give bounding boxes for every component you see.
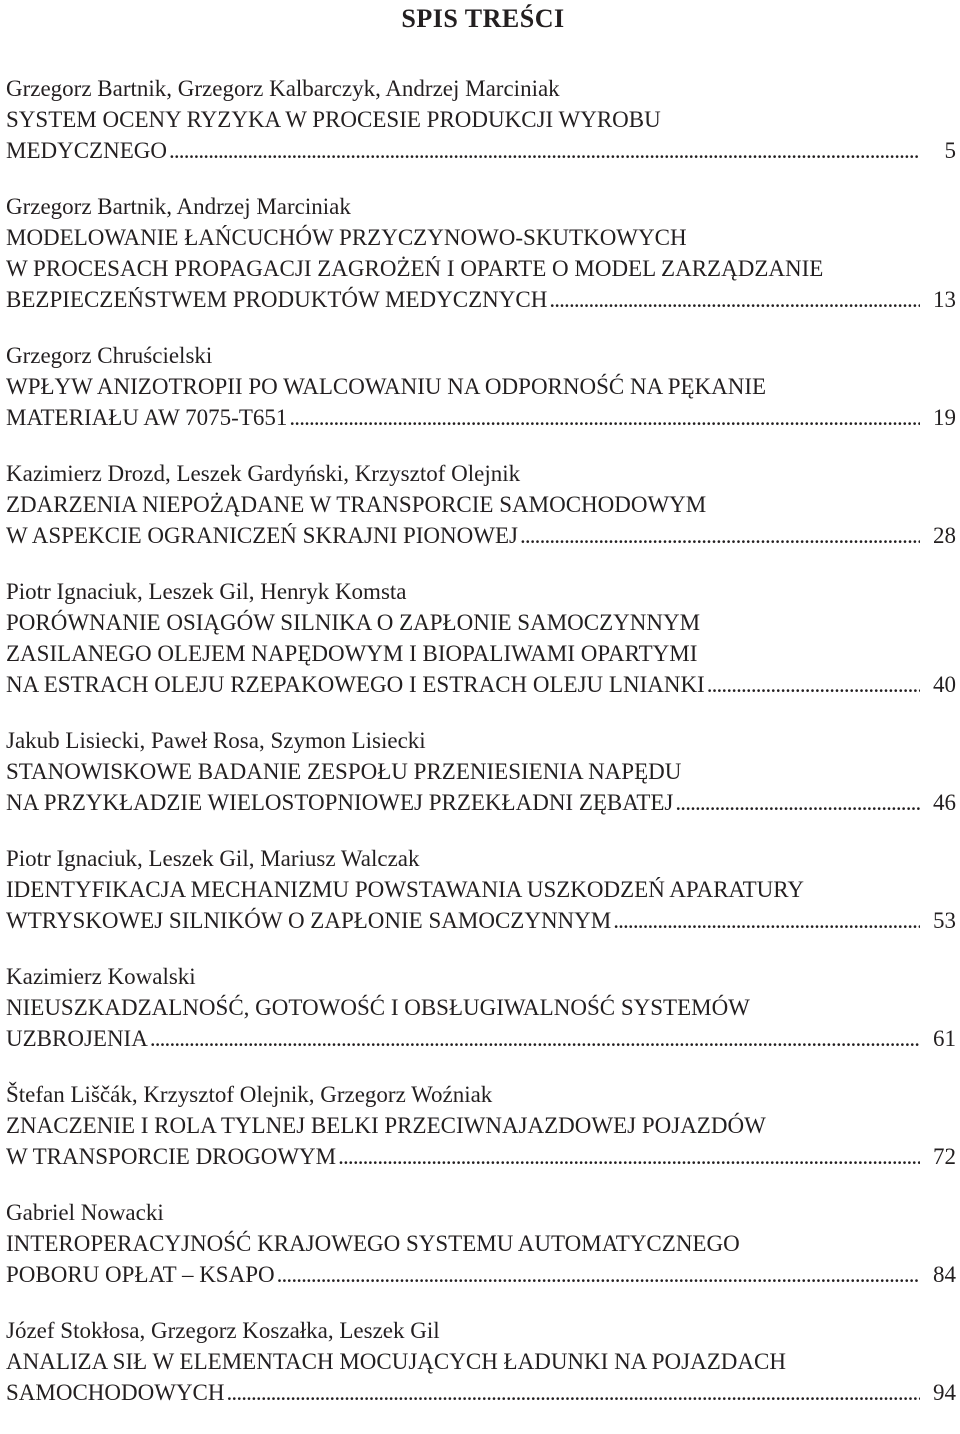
toc-entry[interactable] (6, 74, 956, 167)
dot-leader (289, 403, 920, 433)
toc-entry-title-line: NA PRZYKŁADZIE WIELOSTOPNIOWEJ PRZEKŁADNI ZĘBATEJ (6, 790, 674, 815)
toc-entry-title-line: W PROCESACH PROPAGACJI ZAGROŻEŃ I OPARTE O MODEL ZARZĄDZANIE (6, 256, 824, 281)
dot-leader (613, 906, 920, 936)
toc-entry-title-line: WPŁYW ANIZOTROPII PO WALCOWANIU NA ODPORNOŚĆ NA PĘKANIE (6, 374, 767, 399)
page-number[interactable]: 61 (933, 1026, 956, 1051)
toc-entry[interactable] (6, 1316, 956, 1409)
page-number[interactable]: 19 (933, 405, 956, 430)
dot-leader (277, 1260, 920, 1290)
dot-leader (520, 521, 920, 551)
toc-entry-authors: Grzegorz Bartnik, Andrzej Marciniak (6, 194, 351, 219)
toc-entry-authors: Piotr Ignaciuk, Leszek Gil, Henryk Komsta (6, 579, 407, 604)
page-number[interactable]: 28 (933, 523, 956, 548)
toc-entry-title-line: POBORU OPŁAT – KSAPO (6, 1262, 275, 1287)
toc-entry-title-line: SYSTEM OCENY RYZYKA W PROCESIE PRODUKCJI WYROBU (6, 107, 661, 132)
toc-entry-last-line (6, 1260, 956, 1291)
toc-entry-authors: Jakub Lisiecki, Paweł Rosa, Szymon Lisiecki (6, 728, 426, 753)
toc-entry-title-line: IDENTYFIKACJA MECHANIZMU POWSTAWANIA USZKODZEŃ APARATURY (6, 877, 804, 902)
toc-entry-title-line: SAMOCHODOWYCH (6, 1380, 225, 1405)
page-number[interactable]: 40 (933, 672, 956, 697)
toc-entry-title-line: MODELOWANIE ŁAŃCUCHÓW PRZYCZYNOWO-SKUTKOWYCH (6, 225, 687, 250)
toc-entry-title-line: INTEROPERACYJNOŚĆ KRAJOWEGO SYSTEMU AUTOMATYCZNEGO (6, 1231, 740, 1256)
toc-entry[interactable] (6, 577, 956, 701)
page-number[interactable]: 72 (933, 1144, 956, 1169)
toc-entry-title-line: ZNACZENIE I ROLA TYLNEJ BELKI PRZECIWNAJAZDOWEJ POJAZDÓW (6, 1113, 766, 1138)
toc-entry-title-line: ZDARZENIA NIEPOŻĄDANE W TRANSPORCIE SAMOCHODOWYM (6, 492, 707, 517)
toc-page (6, 0, 956, 1434)
toc-entry-last-line (6, 521, 956, 552)
toc-entry-title-line: STANOWISKOWE BADANIE ZESPOŁU PRZENIESIENIA NAPĘDU (6, 759, 682, 784)
toc-entry-last-line (6, 1142, 956, 1173)
dot-leader (169, 136, 920, 166)
page-number[interactable]: 84 (933, 1262, 956, 1287)
toc-entry-last-line (6, 285, 956, 316)
toc-entry[interactable] (6, 962, 956, 1055)
toc-entry-last-line (6, 670, 956, 701)
toc-entry-authors: Józef Stokłosa, Grzegorz Koszałka, Leszek Gil (6, 1318, 440, 1343)
toc-entry-authors: Grzegorz Chruścielski (6, 343, 213, 368)
toc-entry-last-line (6, 136, 956, 167)
toc-entry-title-line: MATERIAŁU AW 7075-T651 (6, 405, 288, 430)
toc-entry[interactable] (6, 726, 956, 819)
dot-leader (675, 788, 920, 818)
toc-entry[interactable] (6, 844, 956, 937)
toc-entry-last-line (6, 1024, 956, 1055)
toc-entry-title-line: W TRANSPORCIE DROGOWYM (6, 1144, 337, 1169)
toc-entry-title-line: NA ESTRACH OLEJU RZEPAKOWEGO I ESTRACH OLEJU LNIANKI (6, 672, 705, 697)
toc-entry-authors: Piotr Ignaciuk, Leszek Gil, Mariusz Walczak (6, 846, 420, 871)
page-number[interactable]: 5 (944, 138, 956, 163)
page-number[interactable]: 53 (933, 908, 956, 933)
dot-leader (707, 670, 920, 700)
dot-leader (227, 1378, 920, 1408)
dot-leader (338, 1142, 920, 1172)
toc-entry-authors: Štefan Liščák, Krzysztof Olejnik, Grzegorz Woźniak (6, 1082, 493, 1107)
toc-entry-title-line: ANALIZA SIŁ W ELEMENTACH MOCUJĄCYCH ŁADUNKI NA POJAZDACH (6, 1349, 786, 1374)
toc-entry-last-line (6, 403, 956, 434)
toc-entry-authors: Gabriel Nowacki (6, 1200, 164, 1225)
toc-entry-title-line: NIEUSZKADZALNOŚĆ, GOTOWOŚĆ I OBSŁUGIWALNOŚĆ SYSTEMÓW (6, 995, 750, 1020)
toc-entry-title-line: WTRYSKOWEJ SILNIKÓW O ZAPŁONIE SAMOCZYNNYM (6, 908, 612, 933)
toc-entry-last-line (6, 1378, 956, 1409)
page-title: SPIS TREŚCI (401, 4, 565, 33)
toc-entry[interactable] (6, 1198, 956, 1291)
toc-entry[interactable] (6, 459, 956, 552)
toc-entry-title-line: W ASPEKCIE OGRANICZEŃ SKRAJNI PIONOWEJ (6, 523, 518, 548)
toc-entry-last-line (6, 788, 956, 819)
toc-entry-title-line: BEZPIECZEŃSTWEM PRODUKTÓW MEDYCZNYCH (6, 287, 548, 312)
toc-list (6, 74, 956, 1409)
toc-entry-last-line (6, 906, 956, 937)
toc-entry-title-line: UZBROJENIA (6, 1026, 148, 1051)
toc-entry-authors: Grzegorz Bartnik, Grzegorz Kalbarczyk, Andrzej Marciniak (6, 76, 560, 101)
toc-entry-authors: Kazimierz Kowalski (6, 964, 196, 989)
page-number[interactable]: 94 (933, 1380, 956, 1405)
page-number[interactable]: 13 (933, 287, 956, 312)
toc-entry[interactable] (6, 192, 956, 316)
toc-entry-title-line: ZASILANEGO OLEJEM NAPĘDOWYM I BIOPALIWAMI OPARTYMI (6, 641, 698, 666)
toc-entry-authors: Kazimierz Drozd, Leszek Gardyński, Krzysztof Olejnik (6, 461, 521, 486)
toc-entry[interactable] (6, 1080, 956, 1173)
toc-entry[interactable] (6, 341, 956, 434)
dot-leader (549, 285, 920, 315)
dot-leader (150, 1024, 920, 1054)
page-number[interactable]: 46 (933, 790, 956, 815)
toc-entry-title-line: MEDYCZNEGO (6, 138, 167, 163)
toc-entry-title-line: PORÓWNANIE OSIĄGÓW SILNIKA O ZAPŁONIE SAMOCZYNNYM (6, 610, 701, 635)
